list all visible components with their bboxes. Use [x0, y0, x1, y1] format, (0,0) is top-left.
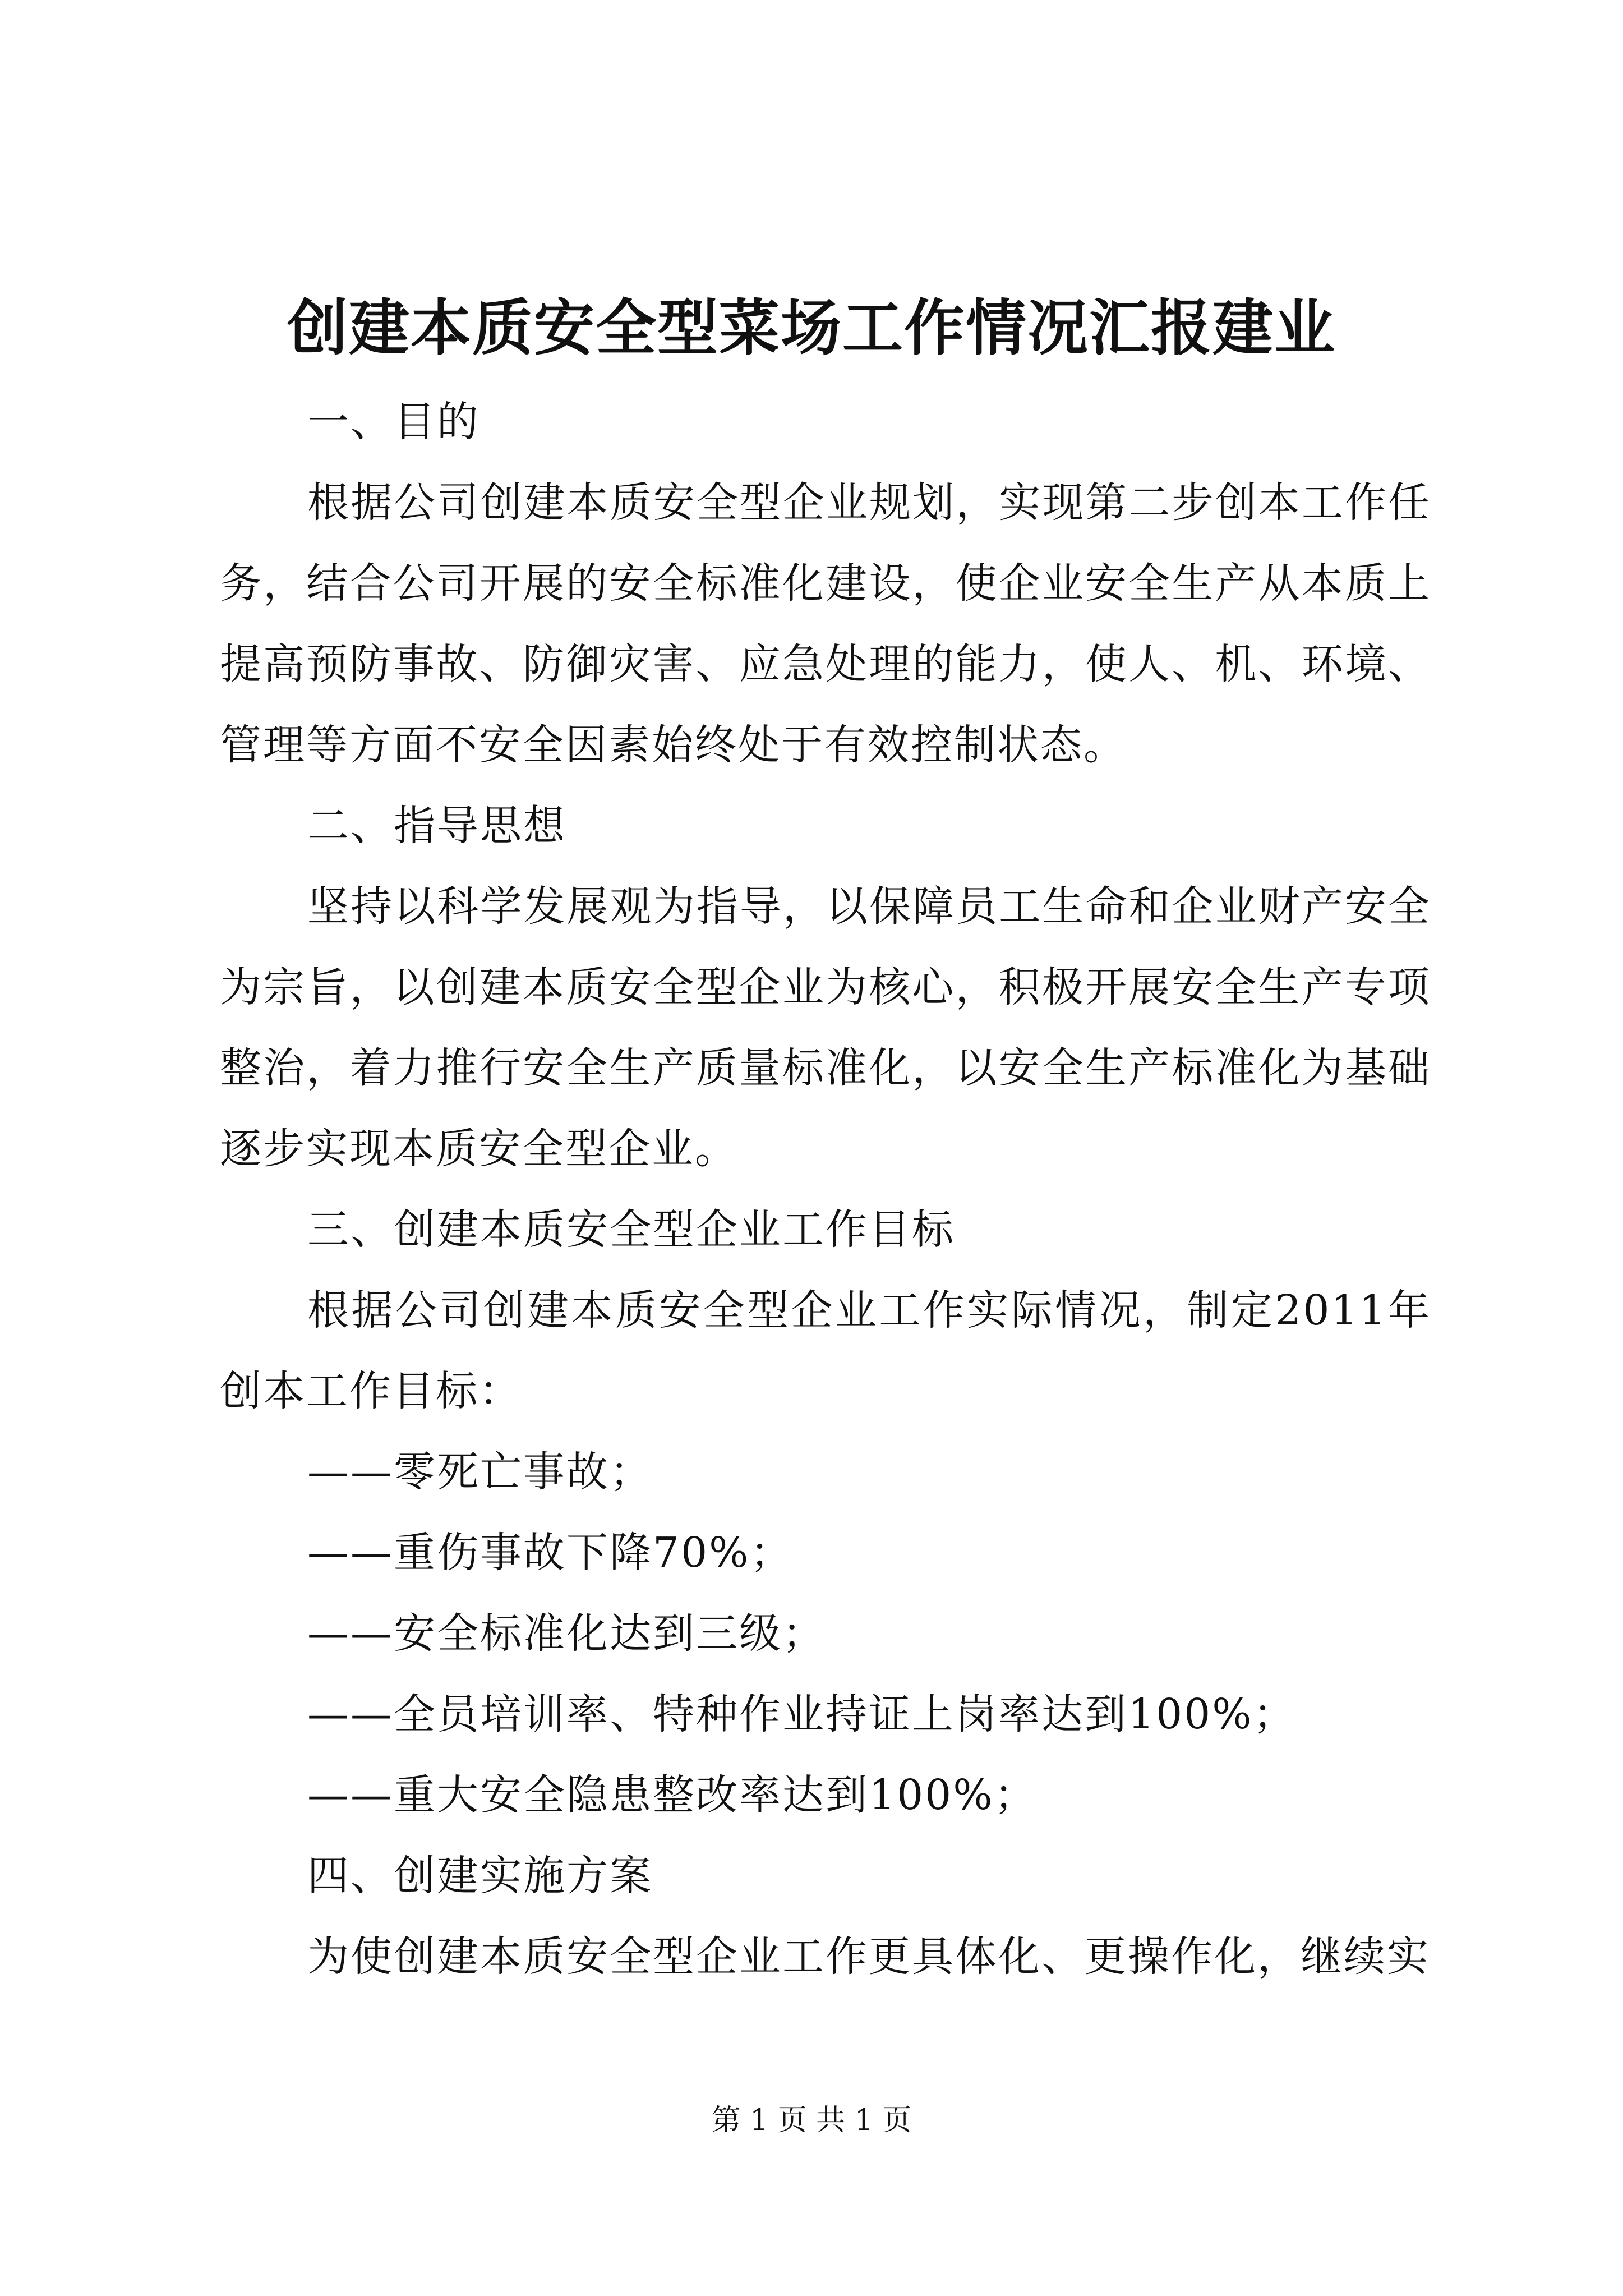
paragraph-implementation: 为使创建本质安全型企业工作更具体化、更操作化，继续实: [307, 1932, 1430, 1981]
paragraph-purpose: 根据公司创建本质安全型企业规划，实现第二步创本工作任务，结合公司开展的安全标准化建设，使企业安全生产从本质上提高预防事故、防御灾害、应急处理的能力，使人、机、环境、管理等方面不安全因素始终处于有效控制状态。: [220, 478, 1431, 769]
goal-item: ——重伤事故下降70%；: [307, 1529, 794, 1577]
goal-item: ——安全标准化达到三级；: [307, 1609, 826, 1658]
goal-item: ——全员培训率、特种作业持证上岗率达到100%；: [307, 1690, 1297, 1738]
goal-item: ——零死亡事故；: [307, 1448, 653, 1496]
document-title: 创建本质安全型菜场工作情况汇报建业: [287, 293, 1336, 364]
section-heading-work-goals: 三、创建本质安全型企业工作目标: [307, 1205, 955, 1254]
section-heading-implementation: 四、创建实施方案: [307, 1852, 653, 1900]
page-footer: 第 1 页 共 1 页: [711, 2104, 912, 2137]
goal-item: ——重大安全隐患整改率达到100%；: [307, 1771, 1038, 1819]
document-body: [220, 381, 1431, 1997]
paragraph-guiding-thought: 坚持以科学发展观为指导，以保障员工生命和企业财产安全为宗旨，以创建本质安全型企业为核心，积极开展安全生产专项整治，着力推行安全生产质量标准化，以安全生产标准化为基础逐步实现本质安全型企业。: [220, 882, 1431, 1173]
section-heading-purpose: 一、目的: [307, 398, 480, 446]
section-heading-guiding-thought: 二、指导思想: [307, 802, 566, 850]
paragraph-work-goals-intro: 根据公司创建本质安全型企业工作实际情况，制定2011年创本工作目标：: [220, 1286, 1431, 1415]
